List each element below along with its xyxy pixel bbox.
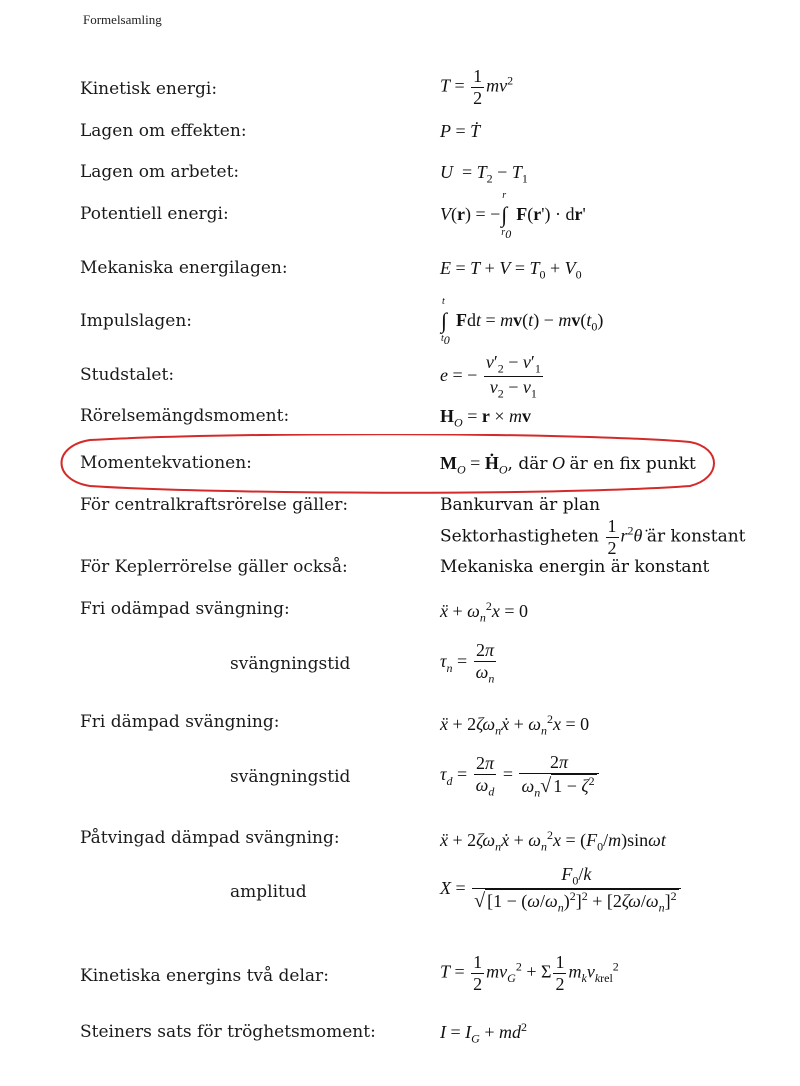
formula-work-law: $U = T_2 - T_1$ — [440, 162, 528, 186]
formula-potential-energy: V(r) = − r ∫ $r_0$ F(r') · dr' — [440, 190, 586, 241]
moment-suffix: , där — [507, 454, 548, 474]
label-fri-dampad: Fri dämpad svängning: — [80, 712, 280, 732]
formula-steiner: $I = I_G + md^2$ — [440, 1020, 527, 1046]
label-patvingad: Påtvingad dämpad svängning: — [80, 828, 340, 848]
text-kepler: Mekaniska energin är konstant — [440, 557, 710, 577]
formula-moment-equation: $M_O$ = $Ḣ_O$, där O är en fix punkt — [440, 453, 696, 477]
formula-angular-momentum: $H_O = r$ × mv — [440, 406, 531, 430]
label-impulslagen: Impulslagen: — [80, 311, 193, 331]
label-mekaniska-energilagen: Mekaniska energilagen: — [80, 258, 288, 278]
label-steiners-sats: Steiners sats för tröghetsmoment: — [80, 1022, 376, 1042]
sector-velocity-tail: är konstant — [646, 526, 746, 547]
formula-period-undamped: $\tau_n$ = $\frac{2\pi}{\omega_n}$ — [440, 640, 495, 686]
label-momentekvationen: Momentekvationen: — [80, 453, 252, 473]
sector-velocity-label: Sektorhastigheten — [440, 526, 600, 547]
label-amplitud: amplitud — [230, 882, 307, 902]
formula-mechanical-energy: $E = T + V = T_0 + V_0$ — [440, 258, 582, 282]
formula-power-law: P = Ṫ — [440, 121, 481, 141]
label-studstalet: Studstalet: — [80, 365, 175, 385]
label-kinetisk-energi: Kinetisk energi: — [80, 79, 218, 99]
label-svangningstid-1: svängningstid — [230, 654, 351, 674]
text-central-1: Bankurvan är plan — [440, 495, 601, 515]
formula-sector-velocity: Sektorhastigheten $\frac{1}{2}$ $r^2\thetȧ$ är konstant — [440, 516, 746, 558]
formula-kinetic-two-parts: T = $\frac{1}{2}$ $mv_G^2 + \Sigma$ $\frac{1}{2}$ $m_kv_{krel}^2$ — [440, 952, 619, 994]
moment-tail: är en fix punkt — [569, 454, 696, 474]
formula-period-damped: $\tau_d$ = $\frac{2\pi}{\omega_d}$ = $\frac{2\pi}{\omega_n√ 1 - \zeta^2}$ — [440, 752, 601, 800]
label-centralkraftsrorelse: För centralkraftsrörelse gäller: — [80, 495, 349, 515]
label-fri-odampad: Fri odämpad svängning: — [80, 599, 290, 619]
label-lagen-om-effekten: Lagen om effekten: — [80, 121, 247, 141]
label-keplerrorelse: För Keplerrörelse gäller också: — [80, 557, 348, 577]
formula-amplitude: X = $\frac{F_0/k}{√ [1 - (\omega/\omega_n)^2]^2 + [2\zeta\omega/\omega_n]^2}$ — [440, 864, 683, 916]
formula-impulse: t ∫ $t_0$ Fdt = $mv(t) - mv(t_0)$ — [441, 296, 604, 347]
label-lagen-om-arbetet: Lagen om arbetet: — [80, 162, 240, 182]
moment-point-symbol: O — [551, 453, 565, 473]
label-kinetiska-tva-delar: Kinetiska energins två delar: — [80, 966, 329, 986]
formula-restitution: e = − $\frac{v'_2 - v'_1}{v_2 - v_1}$ — [440, 352, 541, 401]
page-header: Formelsamling — [83, 12, 162, 27]
label-svangningstid-2: svängningstid — [230, 767, 351, 787]
label-potentiell-energi: Potentiell energi: — [80, 204, 229, 224]
label-rorelsemangdsmoment: Rörelsemängdsmoment: — [80, 406, 290, 426]
formula-forced-oscillation: ẍ + $2\zeta\omega_nẋ + \omega_n^2x = (F_0/m)\sin\omega t$ — [440, 828, 666, 854]
formula-kinetic-energy: T = $\frac{1}{2}$ $mv^2$ — [440, 66, 514, 108]
formula-undamped-oscillation: ẍ + $\omega_n^2x = 0$ — [440, 599, 529, 625]
formula-damped-oscillation: ẍ + $2\zeta\omega_nẋ + \omega_n^2x = 0$ — [440, 712, 590, 738]
